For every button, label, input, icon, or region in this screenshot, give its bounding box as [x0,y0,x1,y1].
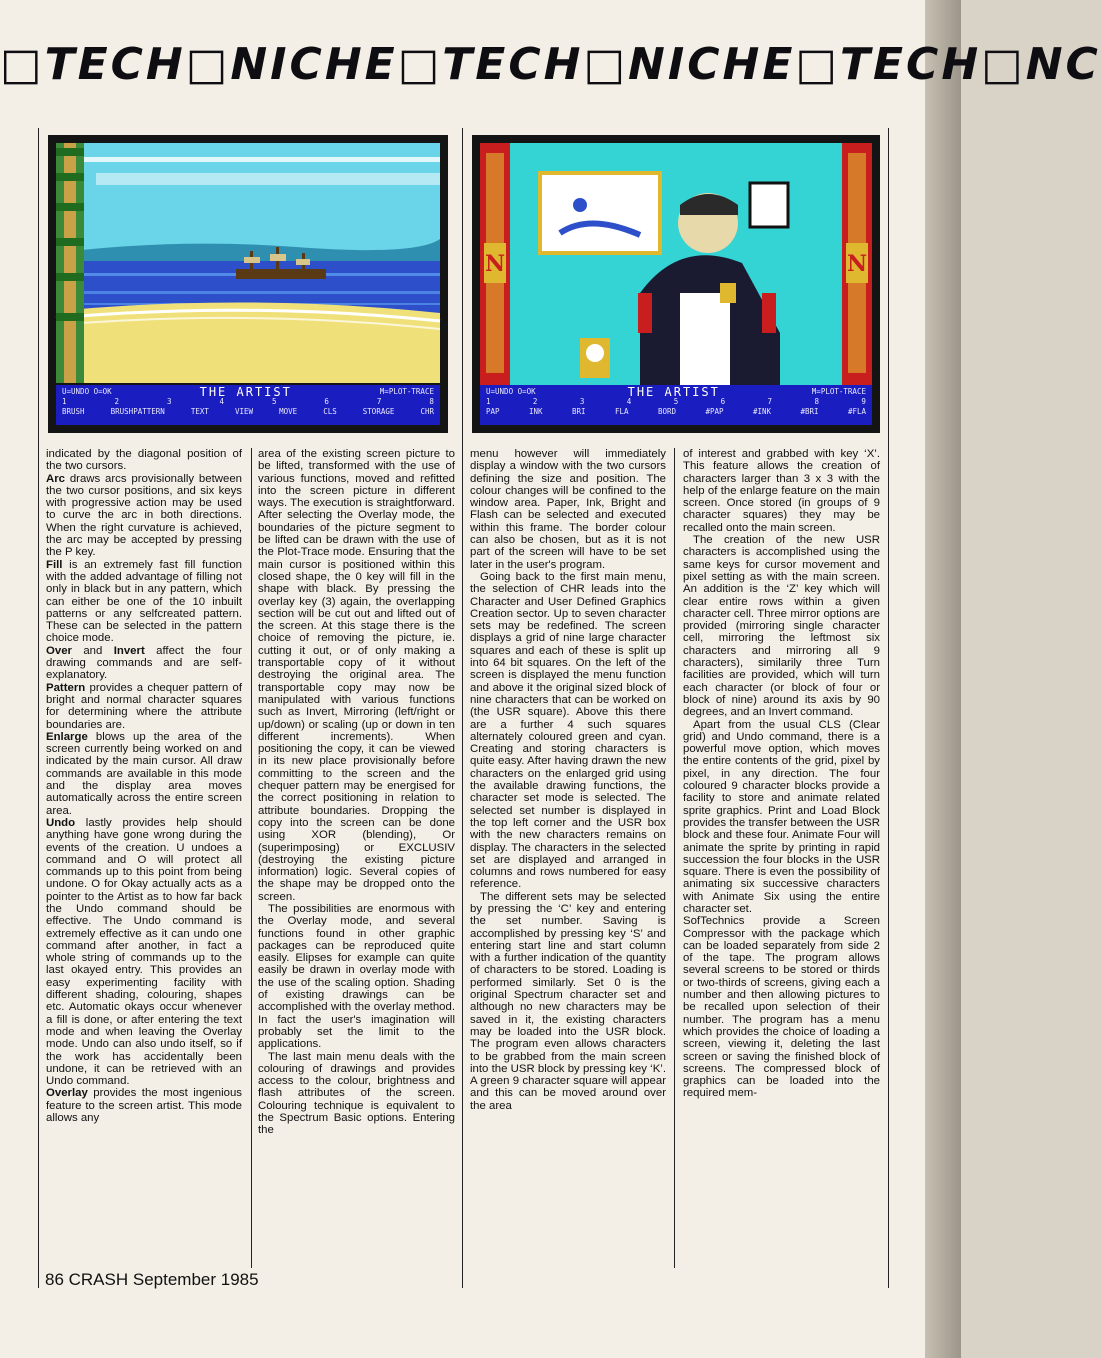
paragraph: menu however will immediately display a window with the two cursors defining the size and position. The colour changes will be confined to the window area. Paper, Ink, Bright and Flash can be selected and executed within this frame. The border colour can also be chosen, but as it is not part of the screen will have to be set later in the user's program. [470,448,666,571]
menu-label: #INK [752,407,771,416]
screenshot-napoleon [472,135,880,433]
menu-label: INK [528,407,543,416]
screenshot-island [48,135,448,433]
menu-label: MOVE [279,407,298,416]
menu-number: 1 [62,397,67,406]
column-rule [38,128,39,1288]
menu-label: FLA [614,407,629,416]
panel-letter-right: N [846,251,868,277]
menu-label: #BRI [800,407,819,416]
paragraph: SofTechnics provide a Screen Compressor with the package which can be loaded separately from side 2 of the tape. The program allows several screens to be stored or thirds or two-thirds of screens, giving each a number and then allowing pictures to be recalled upon selection of their number. The program has a menu which provides the choice of loading a screen, viewing it, deleting the last screen or saving the finished block of screens. The compressed block of graphics can be loaded into the required mem- [683,915,880,1100]
napoleon-illustration [480,143,872,425]
status-mode: M=PLOT-TRACE [811,387,866,396]
column-rule [462,128,463,1288]
menu-number: 6 [720,397,726,406]
article-column-2 [258,448,455,1268]
menu-number: 7 [376,397,382,406]
status-undo: U=UNDO O=OK [62,387,112,396]
menu-label: VIEW [234,407,254,416]
menu-number: 7 [767,397,773,406]
menu-number: 4 [626,397,632,406]
paragraph: The possibilities are enormous with the Overlay mode, and several functions found in other graphic packages can be reproduced quite easily. Elipses for example can quite easily be drawn in overlay mode with the use of the scaling option. Shading of existing drawings can be accomplished with the overlay method. In fact the user's imagination will probably set the limit to the applications. [258,902,455,1051]
paragraph: indicated by the diagonal position of the two cursors. [46,448,242,473]
napoleon-status-bar [480,385,872,425]
menu-number: 5 [673,397,679,406]
paragraph: area of the existing screen picture to be lifted, transformed with the use of various functions, moved and refitted into the screen picture in different ways. The execution is straightforward. After selecting the Overlay mode, the boundaries of the picture segment to be lifted can be drawn with the use of the Plot-Trace mode. Ensuring that the main cursor is positioned within this closed shape, the 0 key will fill in the shape with black. By pressing the overlay key (3) again, the overlapping section will be cut out and lifted out of the screen. At this stage there is the choice of removing the picture, ie. cutting it out, or of only making a transportable copy of it without destroying the original area. The transportable copy may now be manipulated with various functions such as Invert, Mirroring (left/right or up/down) or scaling (up or down in ten different increments). When positioning the copy, it can be viewed in its new place provisionally before committing to the screen and the chequer pattern may be energised for the correct positioning in relation to attribute boundaries. Dropping the copy into the screen can be done using XOR (blending), Or (superimposing) or EXCLUSIV (destroying the existing picture information) logic. Several copies of the shape may be dropped onto the screen. [258,448,455,903]
menu-label: STORAGE [362,407,395,416]
column-rule [888,128,889,1288]
menu-label: CHR [420,407,434,416]
paragraph: The creation of the new USR characters is accomplished using the same keys for cursor movement and pixel setting as with the main screen. An addition is the ‘Z’ key which will clear entire rows within a given character cell. Three mirror options are provided (mirroring single character cell, mirroring the leftmost six characters and mirroring all 9 characters), similarily three Turn facilities are provided, which will turn each character (or block of four or block of nine) around its axis by 90 degrees, and an Invert command. [683,534,880,719]
menu-label: TEXT [190,407,209,416]
article-column-4 [683,448,880,1268]
menu-label: CLS [323,407,337,416]
paragraph: The different sets may be selected by pressing the ‘C’ key and entering the set number. Saving is accomplished by pressing key ‘S’ and entering start line and start column with a further indication of the quantity of characters to be stored. Loading is performed similarly. Set 0 is the original Spectrum character set and although no new characters may be saved in it, the existing characters may be loaded into the USR block. The program even allows characters to be grabbed from the main screen into the USR block by pressing key ‘K’. A green 9 character square will appear and this can be moved around over the area [470,890,666,1112]
island-status-bar [56,385,440,425]
column-rule [674,448,675,1268]
paragraph: Enlarge blows up the area of the screen currently being worked on and indicated by the main cursor. All draw commands are available in this mode and the display area moves automatically across the entire screen area. [46,730,242,817]
menu-number: 2 [532,397,538,406]
status-undo: U=UNDO O=OK [486,387,536,396]
article-column-1 [46,448,242,1268]
paragraph: of interest and grabbed with key ‘X’. This feature allows the creation of characters larger than 3 x 3 with the help of the enlarge feature on the main screen. Once stored (in groups of 9 character squares) they may be recalled onto the main screen. [683,448,880,534]
article-column-3 [470,448,666,1268]
menu-label: #PAP [705,407,724,416]
panel-letter-left: N [484,251,506,277]
paragraph: The last main menu deals with the colouring of drawings and provides access to the colour, brightness and flash attributes of the screen. Colouring technique is equivalent to the Spectrum Basic options. Entering the [258,1050,455,1137]
menu-number: 3 [166,397,172,406]
menu-label: BRUSHPATTERN [110,407,165,416]
menu-label: BRI [571,407,586,416]
menu-number: 5 [271,397,277,406]
paragraph: Overlay provides the most ingenious feature to the screen artist. This mode allows any [46,1087,242,1125]
paragraph: Going back to the first main menu, the selection of CHR leads into the Character and User Defined Graphics Creation sector. Up to seven character sets may be redefined. The screen displays a grid of nine large character squares and each of these is split up into 64 bit squares. On the left of the screen is displayed the menu function and above it the original sized block of nine characters that can be worked on (the USR square). Above this there are a further 4 such squares alternately coloured green and cyan. Creating and storing characters is quite easy. After having drawn the new characters on the enlarged grid using the available drawing functions, the character set mode is selected. The selected set number is displayed in the top left corner and the USR box with the new characters remains on display. The characters in the selected set are displayed and arranged in columns and rows numbered for easy reference. [470,570,666,891]
menu-number: 3 [579,397,585,406]
status-title: THE ARTIST [627,385,720,399]
menu-number: 4 [219,397,224,406]
paragraph: Arc draws arcs provisionally between the two cursor positions, and six keys with progressive action may be used to curve the arc in both directions. When the right curvature is achieved, the arc may be accepted by pressing the P key. [46,472,242,559]
page-binding-edge [925,0,961,1358]
menu-number: 2 [114,397,119,406]
island-illustration [56,143,440,425]
napoleon-scene [480,143,872,425]
paragraph: Pattern provides a chequer pattern of bright and normal character squares for determining where the attribute boundaries are. [46,681,242,731]
status-mode: M=PLOT-TRACE [379,387,434,396]
paragraph: Over and Invert affect the four drawing commands and are self-explanatory. [46,644,242,682]
menu-label: BRUSH [62,407,85,416]
menu-label: PAP [486,407,500,416]
status-title: THE ARTIST [199,385,292,399]
page-footer: 86 CRASH September 1985 [45,1270,259,1289]
menu-number: 1 [486,397,491,406]
menu-number: 9 [861,397,866,406]
paragraph: Undo lastly provides help should anything have gone wrong during the events of the creation. U undoes a command and O will protect all commands up to this point from being undone. O for Okay actually acts as a pointer to the Artist as to how far back the Undo command should be effective. The Undo command is extremely effective as it can undo one command after another, in fact a whole string of commands up to the last okayed entry. This provides an easy experimenting facility with different shading, colouring, shapes etc. Automatic okays occur whenever a fill is done, or after entering the text mode and when leaving the Overlay mode. Undo can also undo itself, so if the work has accidentally been undone, it can be retrieved with an Undo command. [46,816,242,1088]
menu-number: 8 [429,397,434,406]
paragraph: Fill is an extremely fast fill function with the added advantage of filling not only in black but in any pattern, which can either be one of the 10 inbuilt patterns or any selfcreated pattern. These can be selected in the pattern choice mode. [46,558,242,645]
menu-number: 8 [814,397,819,406]
menu-number: 6 [324,397,329,406]
island-scene [56,143,440,425]
column-rule [251,448,252,1268]
menu-label: #FLA [847,407,866,416]
menu-label: BORD [657,407,676,416]
paragraph: Apart from the usual CLS (Clear grid) and Undo command, there is a powerful move option, which moves the entire contents of the grid, pixel by pixel, in any direction. The four coloured 9 character blocks provide a facility to store and animate related sprite graphics. Print and Load Block provides the transfer between the USR block and these four. Animate Four will animate the sprite by printing in rapid succession the four blocks in the USR square. There is even the possibility of animating six successive characters with Animate Six using the entire character set. [683,718,880,915]
section-banner: □TECH□NICHE□TECH□NICHE□TECH□NC [0,39,1101,90]
